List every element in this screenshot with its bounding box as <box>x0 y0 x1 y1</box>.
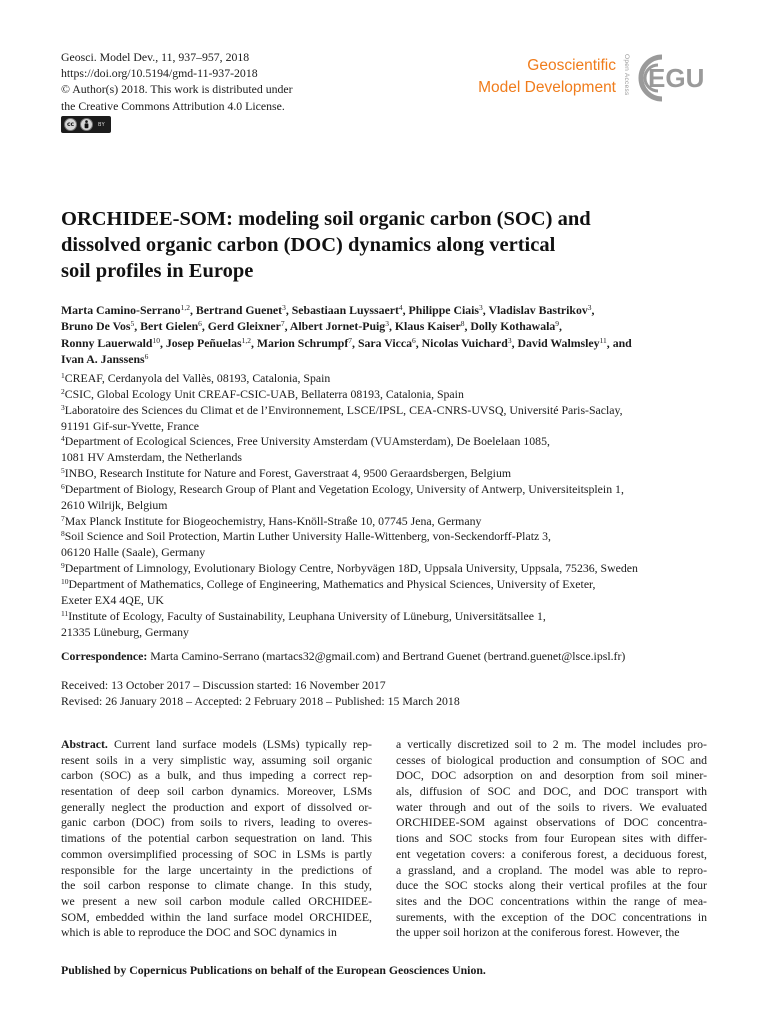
egu-text: EGU <box>648 63 705 93</box>
license-line: the Creative Commons Attribution 4.0 License. <box>61 98 285 113</box>
affiliation-number: 4 <box>61 434 65 444</box>
abstract-line: we present a new soil carbon module called ORCHIDEE- <box>61 893 372 908</box>
author-name: Albert Jornet-Puig <box>289 319 386 334</box>
abstract-line: which is able to reproduce the DOC and SOC dynamics in <box>61 925 337 940</box>
abstract-line: ganic carbon (DOC) from soils to rivers, leading to overes- <box>61 815 372 830</box>
abstract-line: water through and out of the soils to rivers. We evaluated <box>396 799 707 814</box>
abstract-left-column <box>61 737 372 941</box>
egu-logo <box>631 47 711 107</box>
affiliation-number: 11 <box>61 608 69 618</box>
affiliation-number: 10 <box>61 576 69 586</box>
author-affiliation-marker: 6 <box>198 319 202 329</box>
affiliation-number: 5 <box>61 466 65 476</box>
dates-line-revised: Revised: 26 January 2018 – Accepted: 2 February 2018 – Published: 15 March 2018 <box>61 694 460 709</box>
author-line: Bruno De Vos$^5$, Bert Gielen$^6$, Gerd Gleixner$^7$, Albert Jornet-Puig$^3$, Klaus Kaiser$^8$, Dolly Kothawala$^9$, <box>61 319 562 334</box>
author-affiliation-marker: 6 <box>412 335 416 345</box>
author-line: Marta Camino-Serrano$^{1,2}$, Bertrand Guenet$^3$, Sebastiaan Luyssaert$^4$, Philippe Ciais$^3$, Vladislav Bastrikov$^3$, <box>61 303 595 317</box>
affiliation-line: 91191 Gif-sur-Yvette, France <box>61 418 200 433</box>
author-name: Nicolas Vuichard <box>421 335 508 350</box>
abstract-line: a vertically discretized soil to 2 m. The model includes pro- <box>396 737 707 751</box>
author-name: Dolly Kothawala <box>470 319 556 334</box>
author-affiliation-marker: 11 <box>599 335 607 345</box>
cc-icon: cc <box>64 118 77 131</box>
author-affiliation-marker: 4 <box>398 303 403 312</box>
author-name: Ronny Lauerwald <box>61 335 153 350</box>
author-affiliation-marker: 3 <box>507 335 512 345</box>
author-affiliation-marker: 1,2 <box>180 303 190 312</box>
publication-dates <box>61 677 460 709</box>
journal-header-info <box>61 49 293 114</box>
author-affiliation-marker: 1,2 <box>241 335 251 345</box>
paper-title <box>61 206 701 284</box>
affiliation-number: 8 <box>61 529 65 539</box>
affiliation-number: 9 <box>61 561 65 571</box>
title-line: ORCHIDEE-SOM: modeling soil organic carbon (SOC) and <box>61 208 591 230</box>
author-affiliation-marker: 3 <box>587 303 592 312</box>
affiliation-line: $^2$CSIC, Global Ecology Unit CREAF-CSIC-UAB, Bellaterra 08193, Catalonia, Spain <box>61 386 464 401</box>
journal-name-line2: Model Development <box>478 79 616 96</box>
author-affiliation-marker: 10 <box>152 335 160 345</box>
author-name: David Walmsley <box>517 335 600 350</box>
affiliation-line: 06120 Halle (Saale), Germany <box>61 545 206 560</box>
author-affiliation-marker: 9 <box>555 319 560 329</box>
abstract-line: responsible for the large uncertainty in the predictions of <box>61 862 372 877</box>
copyright-line: © Author(s) 2018. This work is distributed under <box>61 82 293 97</box>
publisher-footer: Published by Copernicus Publications on behalf of the European Geosciences Union. <box>61 963 486 977</box>
affiliation-number: 7 <box>61 513 65 523</box>
abstract-line: carbon (SOC) as a bulk, and thus impeding a correct rep- <box>61 768 372 783</box>
author-affiliation-marker: 3 <box>479 303 483 312</box>
affiliation-line: 21335 Lüneburg, Germany <box>61 624 189 639</box>
abstract-line: generally neglect the production and export of dissolved or- <box>61 799 372 814</box>
journal-name <box>440 55 616 99</box>
author-affiliation-marker: 3 <box>282 303 286 312</box>
affiliation-number: 6 <box>61 481 65 491</box>
affiliation-line: $^6$Department of Biology, Research Group of Plant and Vegetation Ecology, University of Antwerp, Universiteitsplein 1, <box>61 481 624 496</box>
abstract-line: Abstract. Current land surface models (LSMs) typically rep- <box>61 737 372 751</box>
open-access-label: Open Access <box>623 54 630 96</box>
by-label: BY <box>98 121 106 128</box>
abstract-line: ent vegetation covers: a coniferous forest, a deciduous forest, <box>396 846 707 861</box>
abstract-line: the soil carbon response to climate change. In this study, <box>61 878 372 893</box>
author-name: Sebastiaan Luyssaert <box>291 303 399 317</box>
abstract-line: a grassland, and a cropland. The model was able to repro- <box>396 862 707 877</box>
author-affiliation-marker: 7 <box>280 319 285 329</box>
affiliation-line: $^3$Laboratoire des Sciences du Climat et de l’Environnement, LSCE/IPSL, CEA-CNRS-UVSQ, Université Paris-Saclay, <box>61 402 623 417</box>
author-name: Gerd Gleixner <box>207 319 281 334</box>
author-affiliation-marker: 8 <box>460 319 465 329</box>
author-affiliation-marker: 3 <box>385 319 389 329</box>
abstract-line: tions and SOC stocks from four European sites with differ- <box>396 831 707 846</box>
affiliation-line: $^9$Department of Limnology, Evolutionary Biology Centre, Norbyvägen 18D, Uppsala University, Uppsala, 75236, Sweden <box>61 561 638 576</box>
abstract-line: resentation of deep soil carbon dynamics. Moreover, LSMs <box>61 784 372 799</box>
affiliation-line: 2610 Wilrijk, Belgium <box>61 497 168 512</box>
abstract-right-column <box>396 737 707 941</box>
correspondence-text: Marta Camino-Serrano (martacs32@gmail.com) and Bertrand Guenet (bertrand.guenet@lsce.ipsl.fr) <box>150 649 626 663</box>
affiliation-line: $^4$Department of Ecological Sciences, Free University Amsterdam (VUAmsterdam), De Boelelaan 1085, <box>61 434 550 449</box>
author-name: Bruno De Vos <box>61 319 131 334</box>
correspondence <box>61 648 625 664</box>
person-icon <box>80 118 93 131</box>
journal-reference: Geosci. Model Dev., 11, 937–957, 2018 <box>61 50 250 64</box>
affiliation-line: $^1$CREAF, Cerdanyola del Vallès, 08193, Catalonia, Spain <box>61 371 331 385</box>
author-affiliation-marker: 7 <box>348 335 353 345</box>
author-line <box>61 351 711 367</box>
abstract-line: ORCHIDEE-SOM against observations of DOC concentra- <box>396 815 707 830</box>
title-line: dissolved organic carbon (DOC) dynamics along vertical <box>61 234 556 256</box>
affiliation-line: $^7$Max Planck Institute for Biogeochemistry, Hans-Knöll-Straße 10, 07745 Jena, Germany <box>61 513 482 528</box>
correspondence-label: Correspondence: <box>61 649 148 663</box>
affiliation-number: 1 <box>61 371 65 380</box>
abstract-line: timations of the potential carbon sequestration on land. This <box>61 831 372 846</box>
abstract-line: resent soils in a very simplistic way, assuming soil organic <box>61 752 372 767</box>
cc-by-license-icon[interactable] <box>61 116 111 133</box>
abstract-line: the upper soil horizon at the coniferous forest. However, the <box>396 925 680 940</box>
affiliation-list <box>61 371 711 640</box>
abstract-line: SOM, embedded within the land surface model ORCHIDEE, <box>61 909 372 924</box>
abstract-line: DOC, DOC adsorption on and desorption from soil miner- <box>396 768 707 783</box>
dates-line-received: Received: 13 October 2017 – Discussion started: 16 November 2017 <box>61 678 386 692</box>
author-name: Vladislav Bastrikov <box>488 303 588 317</box>
abstract-line: als, diffusion of SOC and DOC, and DOC transport with <box>396 784 707 799</box>
author-affiliation-marker: 5 <box>130 319 135 329</box>
affiliation-line: $^5$INBO, Research Institute for Nature and Forest, Gaverstraat 4, 9500 Geraardsbergen, Belgium <box>61 466 512 481</box>
author-name: Marion Schrumpf <box>256 335 349 350</box>
title-line: soil profiles in Europe <box>61 260 254 282</box>
author-name: Ivan A. Janssens <box>61 351 145 366</box>
author-name: Josep Peñuelas <box>165 335 242 350</box>
author-name: Marta Camino-Serrano <box>61 303 181 317</box>
affiliation-number: 3 <box>61 402 65 412</box>
affiliation-line: 1081 HV Amsterdam, the Netherlands <box>61 450 242 465</box>
abstract-line: sites and the DOC concentrations within the range of mea- <box>396 893 707 908</box>
abstract-line: surements, with the exception of the DOC concentrations in <box>396 909 707 924</box>
affiliation-line: Exeter EX4 4QE, UK <box>61 592 164 607</box>
journal-name-line1: Geoscientific <box>527 57 616 74</box>
doi-link[interactable]: https://doi.org/10.5194/gmd-11-937-2018 <box>61 66 258 81</box>
author-affiliation-marker: 6 <box>144 351 149 361</box>
abstract-line: common oversimplified processing of SOC in LSMs is partly <box>61 846 372 861</box>
affiliation-line: $^{10}$Department of Mathematics, College of Engineering, Mathematics and Physical Sciences, University of Exeter, <box>61 576 596 591</box>
author-name: Bertrand Guenet <box>195 303 283 317</box>
author-name: Bert Gielen <box>140 319 199 334</box>
affiliation-number: 2 <box>61 386 65 396</box>
abstract-line: duce the SOC stocks along their vertical profiles at the four <box>396 878 707 893</box>
author-list <box>61 302 711 367</box>
author-name: Sara Vicca <box>357 335 412 350</box>
affiliation-line: $^8$Soil Science and Soil Protection, Martin Luther University Halle-Wittenberg, von-Seckendorff-Platz 3, <box>61 529 552 544</box>
abstract-label: Abstract. <box>61 737 114 751</box>
author-name: Klaus Kaiser <box>394 319 461 334</box>
author-line: Ronny Lauerwald$^{10}$, Josep Peñuelas$^{1,2}$, Marion Schrumpf$^7$, Sara Vicca$^6$, Nicolas Vuichard$^3$, David Walmsley$^{11}$, and <box>61 335 632 350</box>
abstract-line: cesses of biological production and consumption of SOC and <box>396 752 707 767</box>
affiliation-line: $^{11}$Institute of Ecology, Faculty of Sustainability, Leuphana University of Lüneburg, Universitätsallee 1, <box>61 608 546 623</box>
author-name: Philippe Ciais <box>408 303 480 317</box>
